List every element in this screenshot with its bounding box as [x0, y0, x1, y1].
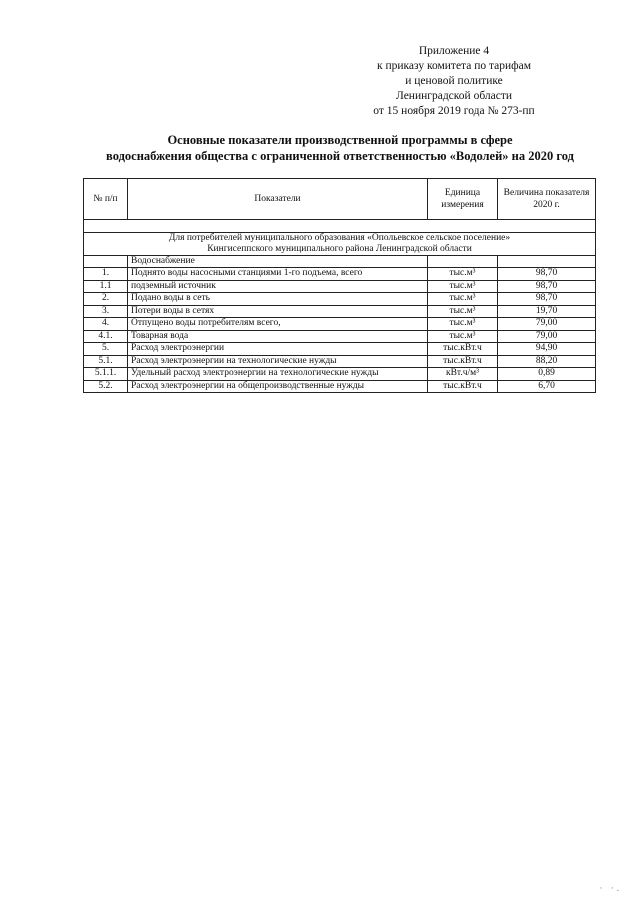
appendix-header [324, 44, 584, 119]
row-value: 19,70 [498, 305, 596, 318]
header-num: № п/п [84, 179, 128, 220]
row-unit: тыс.м³ [428, 280, 498, 293]
table-row [84, 305, 596, 318]
document-title [80, 132, 600, 164]
row-number: 2. [84, 293, 128, 306]
row-unit: тыс.м³ [428, 330, 498, 343]
table-row [84, 368, 596, 381]
table-row [84, 355, 596, 368]
row-indicator: Поднято воды насосными станциями 1-го подъема, всего [128, 268, 428, 281]
row-indicator: подземный источник [128, 280, 428, 293]
row-number: 5.2. [84, 380, 128, 393]
table-row [84, 268, 596, 281]
row-number: 4.1. [84, 330, 128, 343]
row-number: 5.1.1. [84, 368, 128, 381]
row-indicator: Удельный расход электроэнергии на технологические нужды [128, 368, 428, 381]
spacer-row [84, 220, 596, 233]
appendix-line: и ценовой политике [405, 75, 503, 87]
row-unit: тыс.кВт.ч [428, 355, 498, 368]
appendix-line: Приложение 4 [418, 45, 490, 57]
row-value: 98,70 [498, 293, 596, 306]
header-unit: Единица измерения [428, 179, 498, 220]
table-row [84, 280, 596, 293]
row-value: 79,00 [498, 330, 596, 343]
consumer-group-row [84, 232, 596, 255]
appendix-line: к приказу комитета по тарифам [377, 60, 531, 72]
row-number: 5.1. [84, 355, 128, 368]
table-header-row [84, 179, 596, 220]
row-indicator: Потери воды в сетях [128, 305, 428, 318]
consumer-group-line-1: Для потребителей муниципального образования «Опольевское сельское поселение» [168, 232, 511, 243]
row-indicator: Подано воды в сеть [128, 293, 428, 306]
row-indicator: Расход электроэнергии [128, 343, 428, 356]
row-unit: тыс.м³ [428, 293, 498, 306]
consumer-group-cell [84, 232, 596, 255]
row-value: 6,70 [498, 380, 596, 393]
section-row [84, 255, 596, 268]
row-unit: тыс.кВт.ч [428, 343, 498, 356]
row-unit: кВт.ч/м³ [428, 368, 498, 381]
row-indicator: Товарная вода [128, 330, 428, 343]
header-indicator: Показатели [128, 179, 428, 220]
row-unit: тыс.м³ [428, 318, 498, 331]
table-row [84, 380, 596, 393]
title-line-2: водоснабжения общества с ограниченной ответственностью «Водолей» на 2020 год [106, 149, 574, 163]
row-value: 79,00 [498, 318, 596, 331]
row-value: 88,20 [498, 355, 596, 368]
row-unit: тыс.кВт.ч [428, 380, 498, 393]
row-unit: тыс.м³ [428, 268, 498, 281]
row-value: 98,70 [498, 268, 596, 281]
table-row [84, 293, 596, 306]
row-value: 94,90 [498, 343, 596, 356]
row-indicator: Отпущено воды потребителям всего, [128, 318, 428, 331]
row-value: 0,89 [498, 368, 596, 381]
indicators-table [83, 178, 596, 393]
row-value: 98,70 [498, 280, 596, 293]
scan-marks: · ·. [599, 883, 622, 893]
row-number: 3. [84, 305, 128, 318]
row-unit: тыс.м³ [428, 305, 498, 318]
appendix-line: от 15 ноября 2019 года № 273-пп [373, 105, 535, 117]
row-number: 5. [84, 343, 128, 356]
table-row [84, 330, 596, 343]
row-number: 4. [84, 318, 128, 331]
appendix-line: Ленинградской области [395, 90, 513, 102]
title-line-1: Основные показатели производственной программы в сфере [167, 133, 513, 147]
header-value: Величина показателя 2020 г. [498, 179, 596, 220]
row-number: 1.1 [84, 280, 128, 293]
table-row [84, 318, 596, 331]
table-row [84, 343, 596, 356]
row-number: 1. [84, 268, 128, 281]
section-label: Водоснабжение [128, 255, 428, 268]
consumer-group-line-2: Кингисеппского муниципального района Ленинградской области [207, 243, 472, 254]
row-indicator: Расход электроэнергии на технологические нужды [128, 355, 428, 368]
row-indicator: Расход электроэнергии на общепроизводственные нужды [128, 380, 428, 393]
